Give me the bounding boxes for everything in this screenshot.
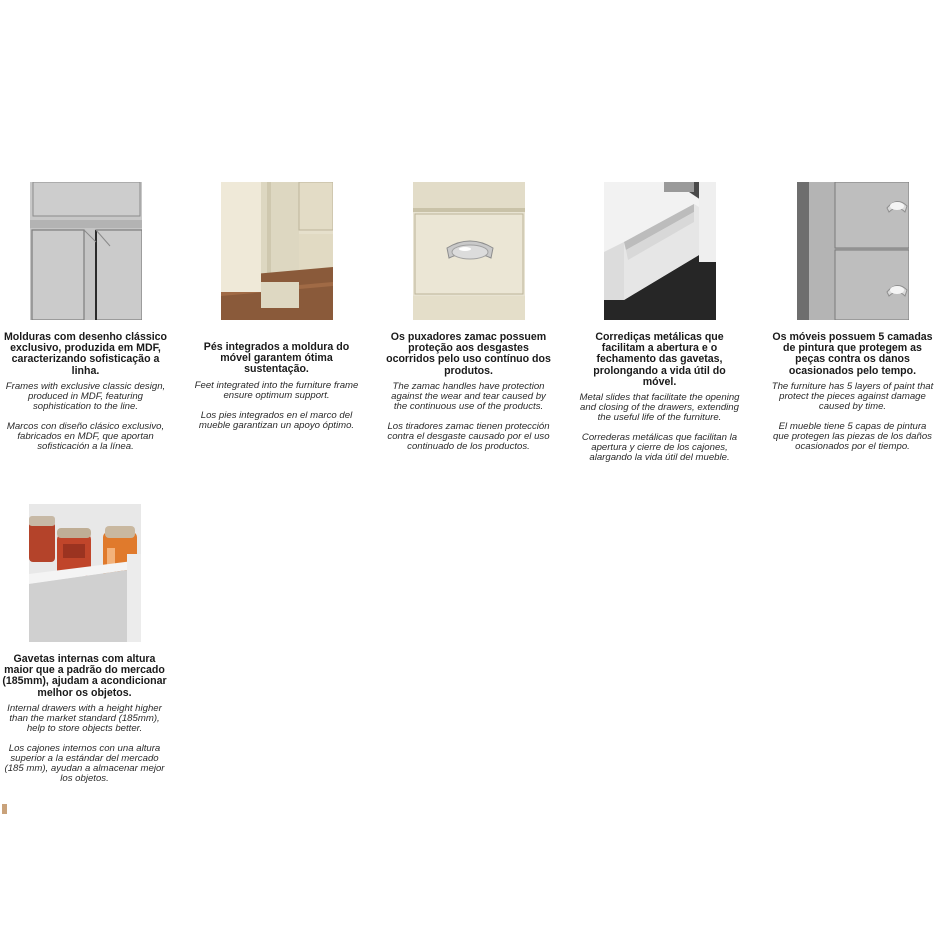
corner-marker bbox=[2, 804, 7, 814]
feature-card-feet bbox=[194, 182, 359, 431]
feature-card-internal-drawers bbox=[2, 504, 167, 784]
feature-text-english: Feet integrated into the furniture frame ensure optimum support. bbox=[194, 379, 359, 401]
cabinet-frame-molding-photo bbox=[30, 182, 142, 320]
feature-title: Molduras com desenho clássico exclusivo, produzida em MDF, caracterizando sofisticação a linha. bbox=[3, 331, 168, 377]
feature-text-spanish: Los tiradores zamac tienen protección contra el desgaste causado por el uso continuado de los productos. bbox=[387, 420, 550, 452]
internal-drawer-jars-photo bbox=[29, 504, 141, 642]
painted-drawers-photo bbox=[797, 182, 909, 320]
feature-card-slides bbox=[577, 182, 742, 463]
zamac-handle-photo bbox=[413, 182, 525, 320]
feature-text-spanish: Los pies integrados en el marco del mueble garantizan un apoyo óptimo. bbox=[198, 409, 355, 431]
feature-card-handles bbox=[386, 182, 551, 452]
feature-text-spanish: Correderas metálicas que facilitan la apertura y cierre de los cajones, alargando la vida útil del mueble. bbox=[581, 432, 738, 464]
feature-text-english: Frames with exclusive classic design, produced in MDF, featuring sophistication to the line. bbox=[5, 380, 166, 412]
feature-text-english: The zamac handles have protection against the wear and tear caused by the continuous use of the products. bbox=[391, 380, 546, 412]
feature-title: Corrediças metálicas que facilitam a abertura e o fechamento das gavetas, prolongando a vida útil do móvel. bbox=[593, 331, 726, 388]
feature-text-english: Metal slides that facilitate the opening and closing of the drawers, extending the useful life of the furniture. bbox=[579, 392, 740, 424]
feature-card-frames bbox=[3, 182, 168, 452]
feature-text-spanish: Marcos con diseño clásico exclusivo, fabricados en MDF, que aportan sofisticación a la línea. bbox=[6, 420, 165, 452]
feature-text-spanish: El mueble tiene 5 capas de pintura que protegen las piezas de los daños ocasionados por el tiempo. bbox=[773, 420, 932, 452]
feature-text-spanish: Los cajones internos con una altura superior a la estándar del mercado (185 mm), ayudan a almacenar mejor los objetos. bbox=[4, 742, 165, 784]
feature-title: Gavetas internas com altura maior que a padrão do mercado (185mm), ajudam a acondicionar melhor os objetos. bbox=[2, 653, 167, 699]
feature-text-english: Internal drawers with a height higher than the market standard (185mm), help to store objects better. bbox=[7, 702, 162, 734]
feature-text-english: The furniture has 5 layers of paint that protect the pieces against damage caused by time. bbox=[771, 380, 934, 412]
integrated-feet-photo bbox=[221, 182, 333, 320]
feature-title: Os puxadores zamac possuem proteção aos desgastes ocorridos pelo uso contínuo dos produtos. bbox=[386, 331, 551, 377]
feature-title: Os móveis possuem 5 camadas de pintura que protegem as peças contra os danos ocasionados pelo tempo. bbox=[772, 331, 933, 377]
feature-title: Pés integrados a moldura do móvel garantem ótima sustentação. bbox=[203, 341, 350, 376]
metal-drawer-slide-photo bbox=[604, 182, 716, 320]
feature-card-paint bbox=[770, 182, 935, 452]
